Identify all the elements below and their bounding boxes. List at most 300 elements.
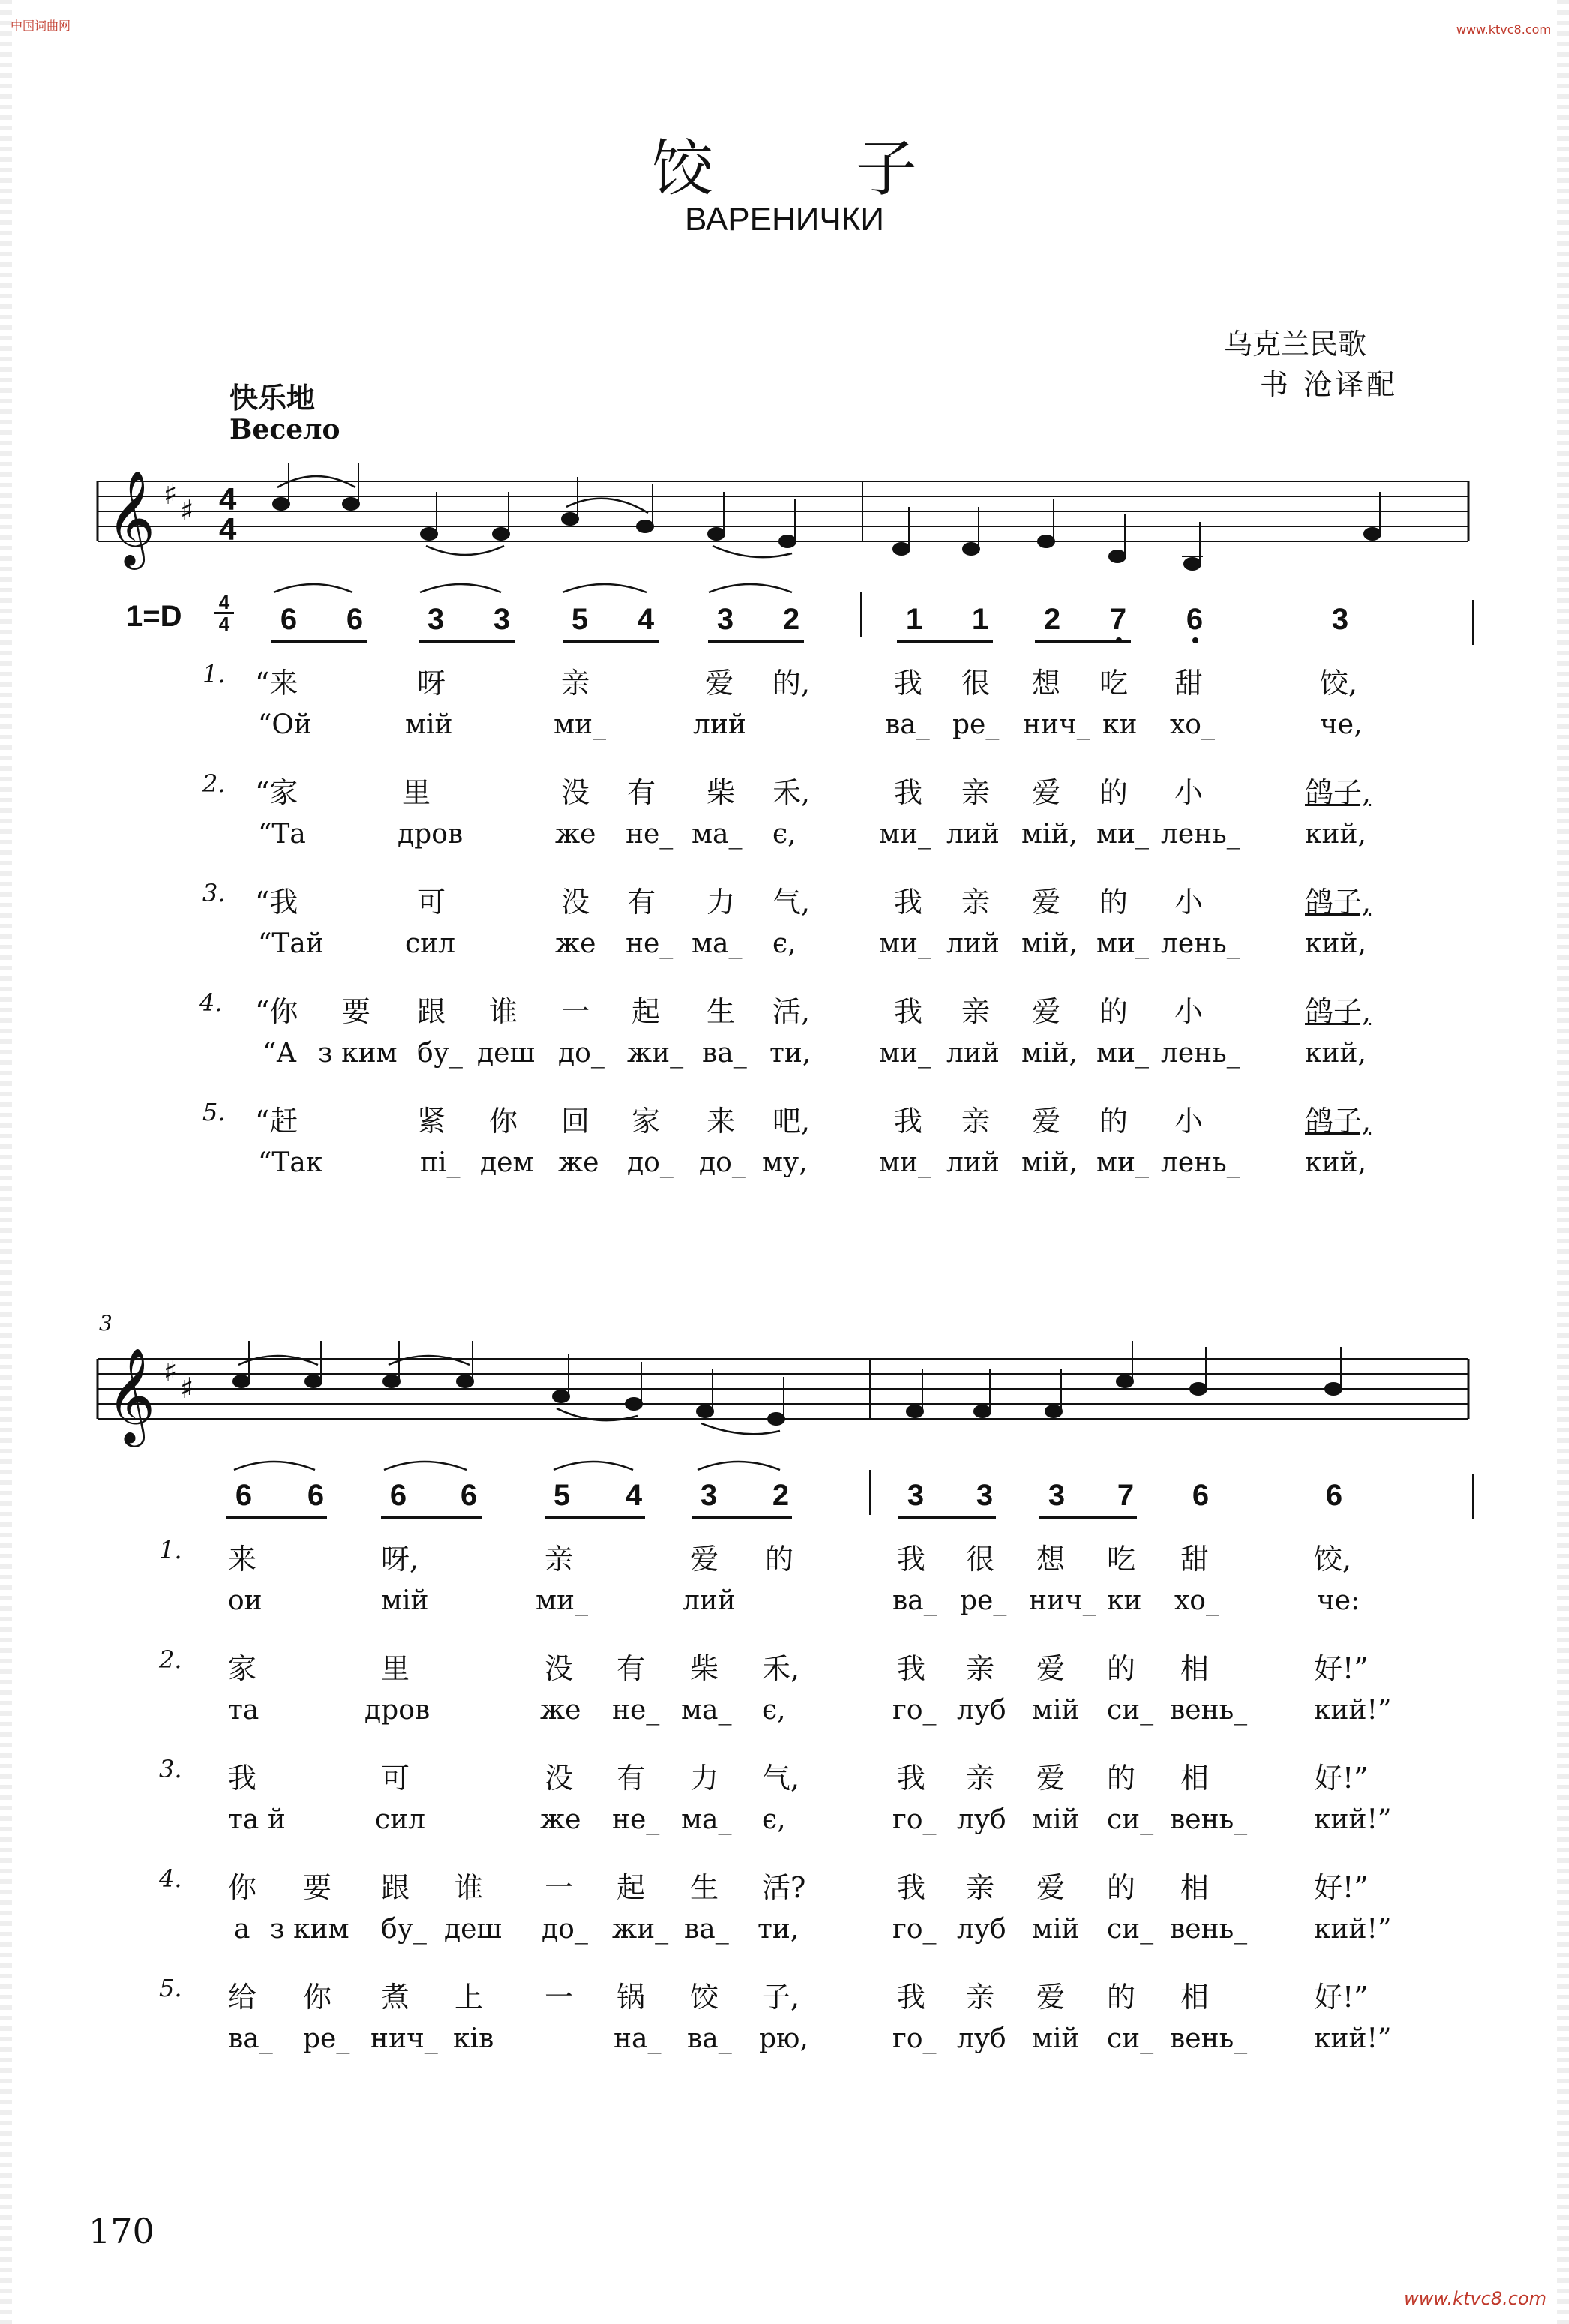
jianpu-note: 7 [1117, 1479, 1135, 1512]
lyric-syllable: 呀 [417, 667, 446, 700]
lyric-syllable: 4. [159, 1864, 182, 1893]
lyric-syllable: нич_ [370, 2023, 438, 2054]
lyric-syllable: 爱 [1036, 1981, 1066, 2014]
lyric-syllable: же [540, 1804, 581, 1835]
lyric-syllable: ми_ [1096, 819, 1149, 850]
lyric-syllable: на_ [614, 2023, 662, 2054]
lyric-syllable: вень_ [1170, 1914, 1248, 1945]
lyric-syllable: ки [1102, 709, 1138, 740]
jianpu-note: 1 [971, 603, 989, 636]
lyric-syllable: вень_ [1170, 1804, 1248, 1835]
lyric-syllable: ма_ [681, 1804, 732, 1835]
lyric-syllable: 相 [1180, 1762, 1210, 1795]
lyric-syllable: 里 [402, 776, 431, 809]
tempo-russian: Весело [230, 414, 340, 445]
lyric-syllable: си_ [1107, 1695, 1154, 1726]
lyric-syllable: 你 [303, 1981, 332, 2014]
lyric-syllable: “家 [255, 776, 298, 809]
lyric-syllable: 吃 [1100, 667, 1129, 700]
lyric-syllable: 一 [561, 995, 590, 1028]
lyric-syllable: 的 [1107, 1652, 1136, 1685]
key-signature-text: 1=D [126, 600, 182, 633]
lyric-syllable: 爱 [1032, 995, 1061, 1028]
lyric-syllable: си_ [1107, 2023, 1154, 2054]
time-top: 4 [218, 591, 230, 613]
lyric-syllable: 没 [544, 1652, 574, 1685]
lyric-syllable: ків [453, 2023, 494, 2054]
lyric-syllable: 你 [489, 1105, 518, 1138]
lyric-syllable: 亲 [561, 667, 590, 700]
sharp-icon: ♯ [180, 1372, 194, 1405]
lyric-syllable: 呀, [381, 1543, 419, 1576]
jianpu-note: 3 [716, 603, 734, 636]
jianpu-note: 6 [280, 603, 298, 636]
lyric-syllable: ми_ [879, 819, 932, 850]
lyric-syllable: “Тай [258, 928, 324, 959]
lyric-syllable: 5. [202, 1098, 226, 1126]
lyric-syllable: лий [946, 819, 1000, 850]
lyric-syllable: 的, [772, 667, 811, 700]
lyric-syllable: 有 [627, 776, 656, 809]
lyric-syllable: 鸽子, [1305, 776, 1372, 809]
lyric-syllable: 禾, [762, 1652, 800, 1685]
lyric-syllable: мій [1032, 2023, 1080, 2054]
lyric-syllable: 一 [544, 1871, 574, 1904]
jianpu-note: 3 [1331, 603, 1349, 636]
watermark-left: 中国词曲网 [10, 19, 71, 33]
lyric-syllable: ва_ [892, 1585, 938, 1616]
jianpu-note: 6 [1186, 603, 1204, 636]
lyric-syllable: мій [1032, 1695, 1080, 1726]
lyric-syllable: 相 [1180, 1981, 1210, 2014]
lyric-syllable: 好!” [1314, 1981, 1369, 2014]
lyric-syllable: 饺, [1320, 667, 1358, 700]
svg-text:4: 4 [219, 511, 237, 547]
lyric-syllable: лень_ [1161, 1038, 1240, 1069]
lyric-syllable: до_ [558, 1038, 604, 1069]
lyric-syllable: 家 [228, 1652, 257, 1685]
lyric-syllable: 的 [765, 1543, 794, 1576]
lyric-syllable: 里 [381, 1652, 410, 1685]
lyric-syllable: ми_ [536, 1585, 588, 1616]
lyric-syllable: го_ [892, 1914, 937, 1945]
lyric-syllable: 5. [159, 1974, 182, 2002]
lyric-syllable: кий!” [1314, 1804, 1392, 1835]
song-title: 饺子 [652, 133, 1060, 205]
lyric-syllable: мій [1032, 1914, 1080, 1945]
lyric-syllable: 爱 [1036, 1871, 1066, 1904]
lyric-syllable: 4. [200, 988, 223, 1017]
lyric-syllable: 力 [706, 886, 736, 919]
lyric-syllable: луб [957, 2023, 1006, 2054]
lyric-syllable: “Та [258, 819, 306, 850]
svg-text:4: 4 [219, 481, 237, 517]
lyric-syllable: 可 [381, 1762, 410, 1795]
lyric-syllable: 爱 [690, 1543, 719, 1576]
lyric-syllable: кий, [1305, 1038, 1366, 1069]
note-group-s2 [233, 1341, 1342, 1425]
lyric-syllable: ре_ [952, 709, 1000, 740]
lyric-syllable: 好!” [1314, 1762, 1369, 1795]
lyric-syllable: кий, [1305, 928, 1366, 959]
lyric-syllable: кий, [1305, 819, 1366, 850]
credit-origin: 乌克兰民歌 [1224, 328, 1367, 361]
jianpu-note: 3 [493, 603, 511, 636]
lyric-syllable: “Ой [258, 709, 312, 740]
lyric-syllable: 鸽子, [1305, 886, 1372, 919]
jianpu-note: 3 [976, 1479, 994, 1512]
jianpu-note: 6 [1325, 1479, 1343, 1512]
lyric-syllable: 的 [1100, 886, 1129, 919]
lyric-syllable: мій, [1022, 928, 1078, 959]
lyric-syllable: ми_ [879, 1038, 932, 1069]
lyric-syllable: ми_ [1096, 1147, 1149, 1178]
lyric-syllable: лий [946, 1038, 1000, 1069]
lyric-syllable: 想 [1032, 667, 1061, 700]
jianpu-note: 4 [637, 603, 655, 636]
lyric-syllable: 气, [772, 886, 811, 919]
lyric-syllable: 的 [1100, 1105, 1129, 1138]
lyric-syllable: “我 [255, 886, 298, 919]
lyric-syllable: дров [398, 819, 464, 850]
jianpu-note: 3 [700, 1479, 718, 1512]
lyric-syllable: не_ [612, 1695, 660, 1726]
lyric-syllable: 煮 [381, 1981, 410, 2014]
jianpu-note: 3 [427, 603, 445, 636]
jianpu-note: 3 [1048, 1479, 1066, 1512]
jianpu-note: 2 [782, 603, 800, 636]
lyric-syllable: не_ [626, 819, 674, 850]
staff-system-1 [98, 481, 1468, 541]
lyric-syllable: бу_ [417, 1038, 463, 1069]
lyric-syllable: 我 [894, 667, 923, 700]
lyric-syllable: ва_ [885, 709, 930, 740]
lyric-syllable: 上 [454, 1981, 484, 2014]
lyric-syllable: жи_ [612, 1914, 669, 1945]
lyric-syllable: та й [228, 1804, 286, 1835]
lyric-syllable: нич_ [1023, 709, 1090, 740]
lyric-syllable: 你 [228, 1871, 257, 1904]
lyric-syllable: ми_ [1096, 1038, 1149, 1069]
lyric-syllable: рю, [759, 2023, 808, 2054]
lyric-syllable: ма_ [692, 928, 742, 959]
lyric-syllable: ре_ [960, 1585, 1007, 1616]
lyric-syllable: мій, [1022, 1038, 1078, 1069]
jianpu-note: 5 [553, 1479, 571, 1512]
lyric-syllable: пі_ [420, 1147, 460, 1178]
lyric-syllable: хо_ [1174, 1585, 1220, 1616]
lyric-syllable: ва_ [687, 2023, 732, 2054]
lyric-syllable: 很 [962, 667, 991, 700]
lyric-syllable: до_ [542, 1914, 588, 1945]
jianpu-note: 6 [389, 1479, 407, 1512]
lyric-syllable: си_ [1107, 1914, 1154, 1945]
lyric-syllable: луб [957, 1914, 1006, 1945]
lyric-syllable: лий [682, 1585, 736, 1616]
lyric-syllable: лий [946, 1147, 1000, 1178]
lyric-syllable: вень_ [1170, 1695, 1248, 1726]
jianpu-note: 4 [625, 1479, 643, 1512]
lyric-syllable: 很 [966, 1543, 995, 1576]
lyric-syllable: 我 [897, 1871, 926, 1904]
lyric-syllable: нич_ [1029, 1585, 1096, 1616]
lyric-syllable: 紧 [417, 1105, 446, 1138]
lyric-syllable: ти, [770, 1038, 812, 1069]
lyric-syllable: є, [772, 928, 796, 959]
lyric-syllable: 亲 [962, 1105, 991, 1138]
lyric-syllable: 亲 [544, 1543, 574, 1576]
lyric-syllable: же [540, 1695, 581, 1726]
lyric-syllable: 亲 [966, 1762, 995, 1795]
lyric-syllable: 1. [202, 660, 226, 688]
lyric-syllable: “Так [258, 1147, 323, 1178]
lyric-syllable: 的 [1107, 1762, 1136, 1795]
lyric-syllable: 我 [894, 1105, 923, 1138]
lyric-syllable: 没 [544, 1762, 574, 1795]
lyric-syllable: ки [1107, 1585, 1142, 1616]
lyric-syllable: ва_ [228, 2023, 273, 2054]
lyric-syllable: 家 [632, 1105, 661, 1138]
lyric-syllable: 亲 [966, 1871, 995, 1904]
lyric-syllable: 吃 [1107, 1543, 1136, 1576]
lyric-syllable: є, [762, 1695, 786, 1726]
lyric-syllable: “你 [255, 995, 298, 1028]
lyric-syllable: 起 [632, 995, 661, 1028]
lyric-syllable: 有 [616, 1762, 646, 1795]
lyric-syllable: 爱 [1036, 1762, 1066, 1795]
lyric-syllable: кий!” [1314, 1914, 1392, 1945]
lyric-syllable: ма_ [692, 819, 742, 850]
lyric-syllable: з ким [270, 1914, 350, 1945]
lyric-syllable: до_ [627, 1147, 674, 1178]
page-number: 170 [88, 2211, 154, 2251]
lyric-syllable: 亲 [966, 1981, 995, 2014]
lyric-syllable: луб [957, 1695, 1006, 1726]
lyric-syllable: же [558, 1147, 599, 1178]
lyric-syllable: 来 [706, 1105, 736, 1138]
lyric-syllable: 跟 [381, 1871, 410, 1904]
lyric-syllable: 吧, [772, 1105, 811, 1138]
jianpu-note: 6 [235, 1479, 253, 1512]
jianpu-note: 6 [346, 603, 364, 636]
lyric-syllable: 没 [561, 776, 590, 809]
lyric-syllable: 爱 [1032, 886, 1061, 919]
lyric-syllable: го_ [892, 2023, 937, 2054]
lyric-syllable: 我 [894, 776, 923, 809]
lyric-syllable: 想 [1036, 1543, 1066, 1576]
lyric-syllable: че: [1317, 1585, 1360, 1616]
lyric-syllable: 小 [1174, 1105, 1204, 1138]
lyric-syllable: 甜 [1174, 667, 1204, 700]
lyric-syllable: до_ [699, 1147, 746, 1178]
lyric-syllable: кий!” [1314, 2023, 1392, 2054]
song-subtitle: ВАРЕНИЧКИ [685, 201, 884, 238]
watermark-bottom: www.ktvc8.com [1404, 2288, 1546, 2309]
lyric-syllable: 的 [1107, 1871, 1136, 1904]
lyric-syllable: мій [1032, 1804, 1080, 1835]
lyric-syllable: не_ [626, 928, 674, 959]
lyric-syllable: 鸽子, [1305, 1105, 1372, 1138]
jianpu-note: 6 [1192, 1479, 1210, 1512]
lyric-syllable: 3. [159, 1755, 182, 1783]
lyric-syllable: 一 [544, 1981, 574, 2014]
lyric-syllable: 亲 [962, 886, 991, 919]
lyric-syllable: 的 [1100, 776, 1129, 809]
lyric-syllable: 小 [1174, 776, 1204, 809]
lyric-syllable: 甜 [1180, 1543, 1210, 1576]
lyric-syllable: 的 [1100, 995, 1129, 1028]
lyric-syllable: 禾, [772, 776, 811, 809]
lyric-syllable: 亲 [962, 995, 991, 1028]
jianpu-note: 2 [772, 1479, 790, 1512]
lyric-syllable: дем [480, 1147, 534, 1178]
lyric-syllable: 给 [228, 1981, 257, 2014]
lyric-syllable: 2. [159, 1645, 182, 1674]
lyric-syllable: луб [957, 1804, 1006, 1835]
lyric-syllable: жи_ [627, 1038, 684, 1069]
lyric-syllable: сил [405, 928, 456, 959]
lyric-syllable: го_ [892, 1695, 937, 1726]
lyric-syllable: 生 [690, 1871, 719, 1904]
lyric-syllable: 柴 [690, 1652, 719, 1685]
lyric-syllable: 爱 [1032, 776, 1061, 809]
lyric-syllable: 的 [1107, 1981, 1136, 2014]
lyric-syllable: ва_ [684, 1914, 729, 1945]
lyric-syllable: 可 [417, 886, 446, 919]
lyric-syllable: 相 [1180, 1652, 1210, 1685]
lyric-syllable: лий [946, 928, 1000, 959]
lyric-syllable: 我 [897, 1981, 926, 2014]
lyric-syllable: 好!” [1314, 1652, 1369, 1685]
lyric-syllable: 柴 [706, 776, 736, 809]
lyric-syllable: че, [1320, 709, 1363, 740]
lyric-syllable: 相 [1180, 1871, 1210, 1904]
note-group-s1 [273, 463, 1381, 570]
jianpu-note: 7 [1109, 603, 1127, 636]
lyric-syllable: 爱 [1032, 1105, 1061, 1138]
lyric-syllable: з ким [318, 1038, 398, 1069]
credit-translator: 书 沧译配 [1260, 368, 1399, 401]
lyric-syllable: 有 [627, 886, 656, 919]
sharp-icon: ♯ [164, 1355, 178, 1388]
lyric-syllable: ма_ [681, 1695, 732, 1726]
lyric-syllable: лень_ [1161, 928, 1240, 959]
lyric-syllable: 谁 [454, 1871, 484, 1904]
jianpu-note: 6 [307, 1479, 325, 1512]
measure-number: 3 [99, 1311, 112, 1336]
tempo-chinese: 快乐地 [230, 381, 316, 415]
lyric-syllable: мій [381, 1585, 429, 1616]
lyric-syllable: лень_ [1161, 819, 1240, 850]
lyric-syllable: є, [772, 819, 796, 850]
lyric-syllable: 回 [561, 1105, 590, 1138]
jianpu-note: 1 [905, 603, 923, 636]
lyric-syllable: 子, [762, 1981, 800, 2014]
lyric-syllable: “А [262, 1038, 297, 1069]
watermark-right: www.ktvc8.com [1456, 22, 1551, 37]
lyric-syllable: 亲 [966, 1652, 995, 1685]
lyric-syllable: 饺, [1314, 1543, 1352, 1576]
treble-clef-icon: 𝄞 [106, 1347, 156, 1443]
lyric-syllable: 力 [690, 1762, 719, 1795]
lyric-syllable: 跟 [417, 995, 446, 1028]
lyric-syllable: 谁 [489, 995, 518, 1028]
lyric-syllable: бу_ [381, 1914, 427, 1945]
lyric-syllable: 活? [762, 1871, 806, 1904]
lyric-syllable: 3. [202, 879, 226, 907]
lyric-syllable: 爱 [705, 667, 734, 700]
lyric-syllable: мій, [1022, 819, 1078, 850]
lyric-syllable: 气, [762, 1762, 800, 1795]
lyric-syllable: 我 [894, 886, 923, 919]
lyric-syllable: 鸽子, [1305, 995, 1372, 1028]
lyric-syllable: та [228, 1695, 260, 1726]
lyric-syllable: 我 [897, 1543, 926, 1576]
lyric-syllable: 小 [1174, 995, 1204, 1028]
lyric-syllable: 活, [772, 995, 811, 1028]
lyric-syllable: деш [477, 1038, 535, 1069]
lyric-syllable: 我 [894, 995, 923, 1028]
lyric-syllable: мій [405, 709, 453, 740]
lyric-syllable: ои [228, 1585, 262, 1616]
lyric-syllable: ти, [758, 1914, 800, 1945]
lyric-syllable: 爱 [1036, 1652, 1066, 1685]
lyric-syllable: 饺 [690, 1981, 719, 2014]
lyric-syllable: же [555, 819, 596, 850]
lyric-syllable: ми_ [1096, 928, 1149, 959]
lyric-syllable: вень_ [1170, 2023, 1248, 2054]
lyric-syllable: а [234, 1914, 250, 1945]
lyric-syllable: 我 [897, 1652, 926, 1685]
lyric-syllable: мій, [1022, 1147, 1078, 1178]
lyric-syllable: 1. [159, 1536, 182, 1564]
lyric-syllable: ми_ [554, 709, 606, 740]
lyric-syllable: 好!” [1314, 1871, 1369, 1904]
sharp-icon: ♯ [164, 478, 178, 511]
lyric-syllable: 我 [228, 1762, 257, 1795]
jianpu-note: 5 [571, 603, 589, 636]
lyric-syllable: деш [444, 1914, 502, 1945]
lyric-syllable: 要 [342, 995, 371, 1028]
lyric-syllable: ми_ [879, 1147, 932, 1178]
lyric-syllable: 起 [616, 1871, 646, 1904]
treble-clef-icon: 𝄞 [106, 469, 156, 565]
lyric-syllable: хо_ [1170, 709, 1215, 740]
lyric-syllable: не_ [612, 1804, 660, 1835]
lyric-syllable: ре_ [303, 2023, 350, 2054]
lyric-syllable: 生 [706, 995, 736, 1028]
lyric-syllable: сил [375, 1804, 426, 1835]
lyric-syllable: лень_ [1161, 1147, 1240, 1178]
lyric-syllable: 来 [228, 1543, 257, 1576]
lyric-syllable: 锅 [616, 1981, 646, 2014]
lyric-syllable: 要 [303, 1871, 332, 1904]
lyric-syllable: лий [693, 709, 746, 740]
lyric-syllable: му, [762, 1147, 808, 1178]
jianpu-note: 6 [460, 1479, 478, 1512]
lyric-syllable: кий, [1305, 1147, 1366, 1178]
lyric-syllable: ми_ [879, 928, 932, 959]
lyric-syllable: 小 [1174, 886, 1204, 919]
time-bottom: 4 [218, 613, 230, 635]
lyric-syllable: 有 [616, 1652, 646, 1685]
lyric-syllable: “赶 [255, 1105, 298, 1138]
lyric-syllable: 亲 [962, 776, 991, 809]
lyric-syllable: дров [364, 1695, 430, 1726]
lyric-syllable: кий!” [1314, 1695, 1392, 1726]
sharp-icon: ♯ [180, 494, 194, 527]
lyric-syllable: ва_ [702, 1038, 747, 1069]
